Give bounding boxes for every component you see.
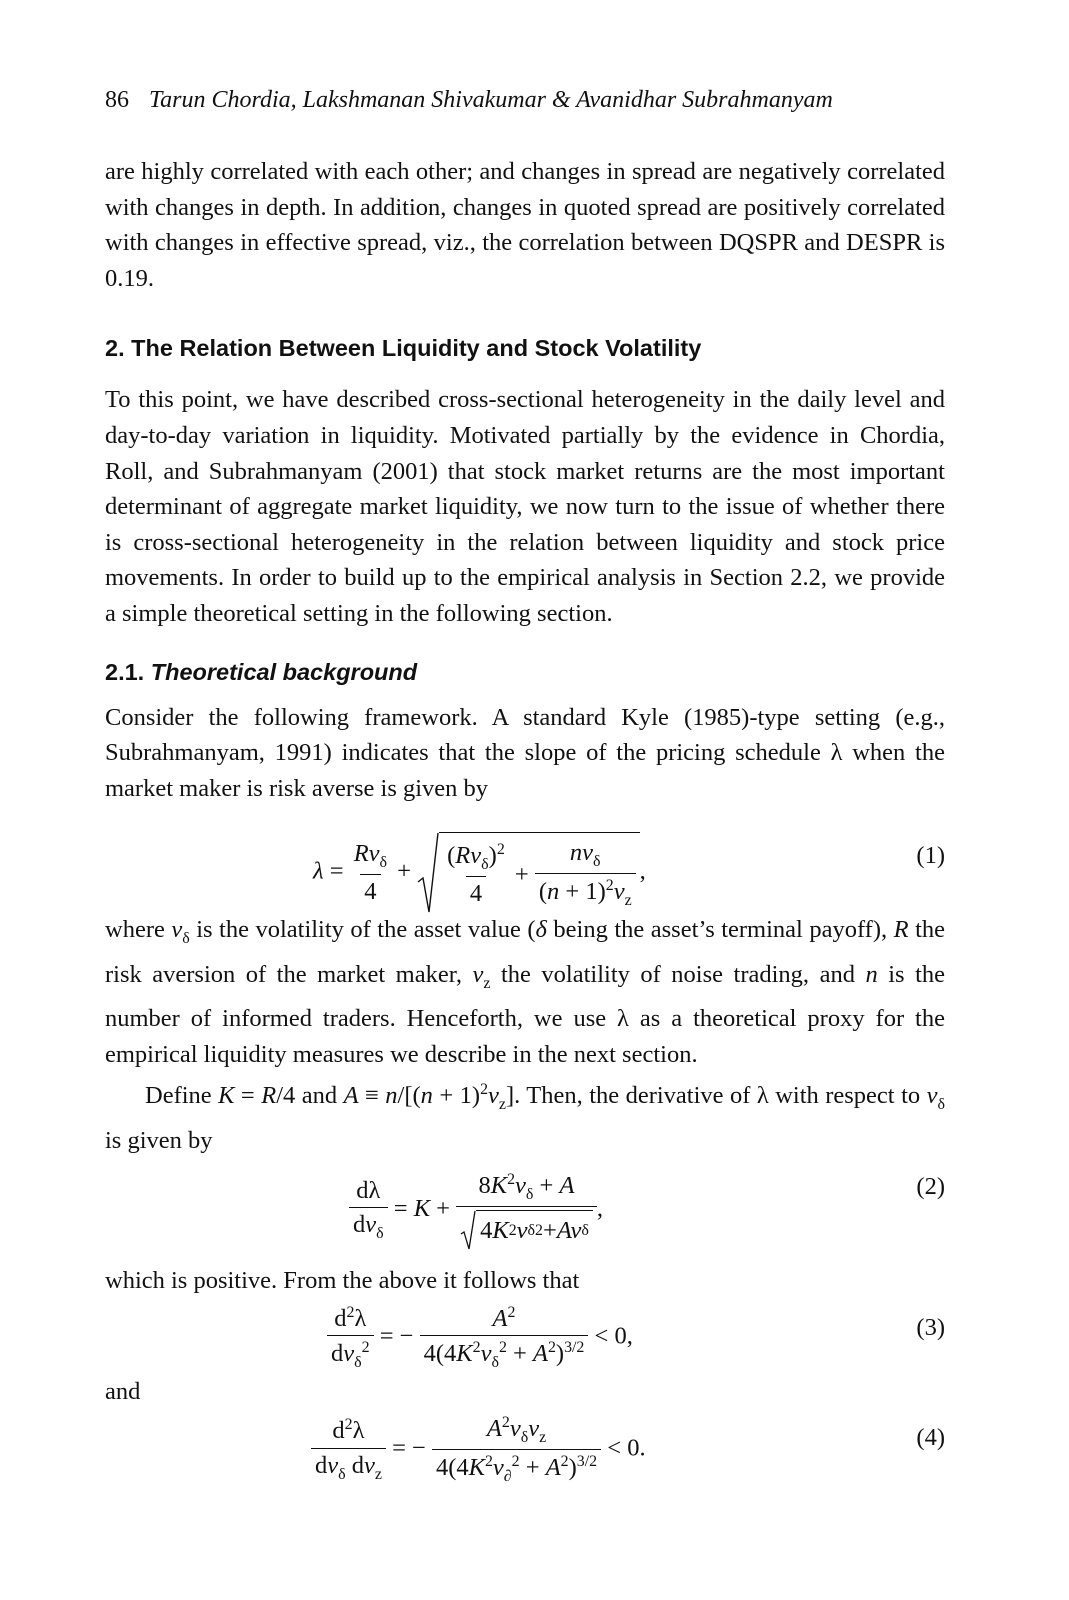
subsection-number: 2.1.	[105, 658, 145, 685]
equation-4	[105, 1410, 945, 1500]
paragraph-section: To this point, we have described cross-sectional heterogeneity in the daily level and day-to-day variation in liquidity. Motivated partially by the evidence in Chordia, Roll, and Subrahmanyam (2001) that stock market returns are the most important determinant of aggregate market liquidity, we now turn to the issue of whether there is cross-sectional heterogeneity in the relation between liquidity and stock price movements. In order to build up to the empirical analysis in Section 2.2, we provide a simple theoretical setting in the following section.	[105, 386, 945, 627]
equation-3	[105, 1298, 945, 1378]
equation-1	[105, 806, 945, 912]
equation-2-body: $\frac{d\lambda}{dv_\delta}$ = K + $8K^2v_\delta + A$ 4 K 2 v δ 2 + Av δ ,	[349, 1171, 603, 1250]
page-number: 86	[105, 87, 129, 113]
equation-3-number: (3)	[916, 1314, 945, 1342]
section-heading	[105, 330, 945, 366]
equation-1-body: λ = $\frac{Rv_\delta}{4}$ + $\frac{(Rv_\delta)^2}{4}$ + $\frac{nv_\delta}{(n + 1)^2v_z}$ ,	[313, 832, 646, 914]
subsection-heading	[105, 654, 945, 690]
equation-3-body: $\frac{d^2\lambda}{dv_\delta^2}$ = − $\frac{A^2}{4(4K^2v_\delta^2 + A^2)^{3/2}}$ < 0,	[327, 1304, 633, 1372]
equation-2	[105, 1159, 945, 1263]
page	[105, 82, 945, 1500]
paragraph-define: Define K = R/4 and $A \equiv n/[(n + 1)^2v_z]$. Then, the derivative of λ with respect to $v_\delta$ is given by	[105, 1081, 945, 1155]
paragraph-positive: which is positive. From the above it follows that	[105, 1266, 580, 1294]
paragraph-intro: are highly correlated with each other; and changes in spread are negatively correlated with changes in depth. In addition, changes in quoted spread are positively correlated with changes in effective spread, viz., the correlation between DQSPR and DESPR is 0.19.	[105, 158, 945, 292]
section-title: The Relation Between Liquidity and Stock Volatility	[131, 335, 702, 362]
equation-4-number: (4)	[916, 1423, 945, 1451]
paragraph-and: and	[105, 1378, 141, 1406]
equation-1-number: (1)	[916, 842, 945, 870]
section-number: 2.	[105, 335, 125, 362]
equation-2-number: (2)	[916, 1172, 945, 1200]
equation-4-body: $\frac{d^2\lambda}{dv_\delta dv_z}$ = − $\frac{A^2v_\delta v_z}{4(4K^2v_\partial^2 + A^2)^{3/2}}$ < 0.	[311, 1414, 646, 1486]
subsection-title: Theoretical background	[150, 658, 418, 685]
running-head	[105, 82, 945, 118]
running-head-authors: Tarun Chordia, Lakshmanan Shivakumar & Avanidhar Subrahmanyam	[149, 87, 833, 113]
paragraph-framework: Consider the following framework. A standard Kyle (1985)-type setting (e.g., Subrahmanyam, 1991) indicates that the slope of the pricing schedule λ when the market maker is risk averse is given by	[105, 703, 945, 802]
paragraph-where: where $v_\delta$ is the volatility of the asset value (δ being the asset’s terminal payoff), R the risk aversion of the market maker, $v_z$ the volatility of noise trading, and n is the number of informed traders. Henceforth, we use λ as a theoretical proxy for the empirical liquidity measures we describe in the next section.	[105, 916, 945, 1068]
